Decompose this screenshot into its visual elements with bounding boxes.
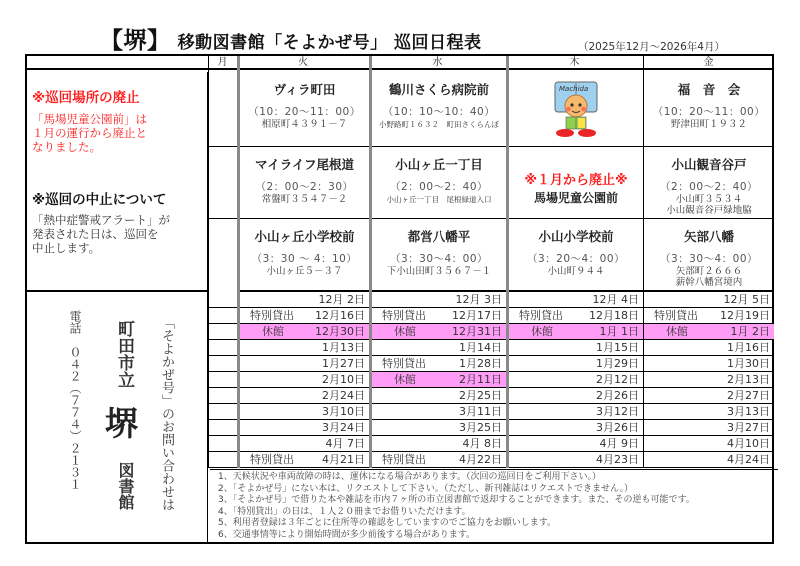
stop-tue-2 <box>240 147 369 219</box>
abolished-label: ※１月から廃止※ <box>524 173 628 188</box>
schedule-row <box>240 404 369 420</box>
schedule-date: 2月11日 <box>459 373 502 386</box>
mon-cell <box>208 72 237 147</box>
library-city: 町田市立 <box>114 320 134 388</box>
schedule-date: 2月27日 <box>727 389 770 402</box>
stop-name: 矢部八幡 <box>683 229 734 244</box>
stop-time: （10：10～10：40） <box>382 106 496 118</box>
stop-fri-2 <box>644 147 774 219</box>
schedule-date: 1月 2日 <box>730 325 770 338</box>
divider <box>506 56 509 468</box>
schedule-period: （2025年12月～2026年4月） <box>578 41 725 53</box>
mon-empty-cell <box>208 356 237 372</box>
schedule-date: 12月16日 <box>315 309 365 322</box>
schedule-tag: 特別貸出 <box>250 309 294 322</box>
schedule-date: 12月 3日 <box>455 293 502 306</box>
mon-schedule <box>208 292 237 468</box>
abolish-line: なりました。 <box>32 140 101 154</box>
schedule-date: 3月26日 <box>596 421 639 434</box>
stop-name: 福 音 会 <box>677 82 741 97</box>
schedule-date: 1月14日 <box>459 341 502 354</box>
schedule-row <box>509 436 643 452</box>
schedule-row <box>644 292 774 308</box>
mon-empty-cell <box>208 340 237 356</box>
schedule-row <box>372 436 506 452</box>
schedule-row <box>372 292 506 308</box>
mon-empty-cell <box>208 292 237 308</box>
schedule-date: 2月12日 <box>596 373 639 386</box>
schedule-row <box>509 404 643 420</box>
footnote: 6、交通事情等により開始時間が多少前後する場合があります。 <box>218 529 476 540</box>
phone-number: 電話 ０４２（７７４）２１３１ <box>68 310 82 490</box>
schedule-row <box>644 420 774 436</box>
divider <box>369 56 372 468</box>
stop-time: （2：00～2：40） <box>389 181 489 193</box>
schedule-row <box>509 388 643 404</box>
footnote: 1、天候状況や車両故障の時は、運休になる場合があります。（次回の巡回日をご利用下さい。） <box>218 472 602 482</box>
wed-schedule <box>372 292 506 468</box>
schedule-row <box>240 372 369 388</box>
stop-wed-3 <box>372 219 506 292</box>
header-fri: 金 <box>643 56 774 70</box>
schedule-row <box>644 404 774 420</box>
schedule-tag: 特別貸出 <box>382 453 426 466</box>
header-blank <box>27 56 208 70</box>
schedule-row <box>644 436 774 452</box>
mon-empty-cell <box>208 420 237 436</box>
schedule-tag: 休館 <box>394 325 416 338</box>
schedule-date: 4月23日 <box>596 453 639 466</box>
schedule-date: 2月25日 <box>459 389 502 402</box>
schedule-row <box>509 308 643 324</box>
abolish-title: ※巡回場所の廃止 <box>32 90 140 106</box>
divider <box>643 56 644 468</box>
schedule-date: 1月15日 <box>596 341 639 354</box>
header-tue: 火 <box>237 56 369 70</box>
mon-empty-cell <box>208 404 237 420</box>
schedule-date: 4月 8日 <box>462 437 502 450</box>
schedule-tag: 特別貸出 <box>250 453 294 466</box>
title-bracket: 【堺】 <box>100 28 171 54</box>
schedule-date: 12月31日 <box>452 325 502 338</box>
suspend-line: 発表された日は、巡回を <box>32 227 159 241</box>
mascot-reading-book-icon <box>553 80 599 138</box>
schedule-date: 3月11日 <box>459 405 502 418</box>
tue-schedule <box>240 292 369 468</box>
schedule-row <box>644 308 774 324</box>
schedule-date: 12月18日 <box>589 309 639 322</box>
stop-time: （2：00～2：30） <box>255 181 354 193</box>
schedule-date: 2月10日 <box>322 373 365 386</box>
schedule-row <box>240 356 369 372</box>
contact-panel <box>27 292 208 544</box>
schedule-row <box>240 420 369 436</box>
schedule-row <box>372 452 506 468</box>
abolish-line: 「馬場児童公園前」は <box>32 112 147 126</box>
stop-address: 小山ヶ丘一丁目 尾根緑道入口 <box>386 195 492 204</box>
schedule-date: 1月29日 <box>596 357 639 370</box>
schedule-date: 2月24日 <box>322 389 365 402</box>
schedule-date: 12月 5日 <box>723 293 770 306</box>
footnote: 3、「そよかぜ号」で借りた本や雑誌を市内７ヶ所の市立図書館で返却することができます。また、その逆も可能です。 <box>218 495 695 505</box>
footnote: 2、「そよかぜ号」にない本は、リクエストして下さい。（ただし、新刊雑誌はリクエストできません。） <box>218 483 634 494</box>
schedule-row <box>509 340 643 356</box>
schedule-row <box>240 436 369 452</box>
stop-name: マイライフ尾根道 <box>254 157 354 172</box>
stop-name: 馬場児童公園前 <box>533 191 618 205</box>
suspend-line: 「熱中症警戒アラート」が <box>32 213 170 227</box>
stop-name: ヴィラ町田 <box>273 82 336 97</box>
schedule-row <box>240 292 369 308</box>
schedule-row <box>644 340 774 356</box>
schedule-date: 1月16日 <box>727 341 770 354</box>
schedule-date: 12月17日 <box>452 309 502 322</box>
schedule-date: 1月30日 <box>727 357 770 370</box>
schedule-date: 12月19日 <box>720 309 770 322</box>
stop-wed-2 <box>372 147 506 219</box>
schedule-row <box>509 372 643 388</box>
stop-address: 相原町４３９１－７ <box>261 119 348 130</box>
schedule-row <box>372 356 506 372</box>
stop-address: 小山観音谷戸緑地脇 <box>666 205 752 216</box>
schedule-row <box>509 356 643 372</box>
schedule-date: 3月10日 <box>322 405 365 418</box>
mon-empty-cell <box>208 324 237 340</box>
stop-address: 矢部町２６６６ <box>675 266 743 277</box>
schedule-row <box>372 404 506 420</box>
schedule-date: 12月 4日 <box>592 293 639 306</box>
title-main: 移動図書館「そよかぜ号」 巡回日程表 <box>177 33 482 53</box>
stop-name: 都営八幡平 <box>407 229 471 244</box>
mon-cell <box>208 147 237 219</box>
fri-schedule <box>644 292 774 468</box>
header-thu: 木 <box>506 56 643 70</box>
schedule-date: 1月 1日 <box>599 325 639 338</box>
suspend-body <box>32 213 207 255</box>
schedule-row <box>644 372 774 388</box>
thu-schedule <box>509 292 643 468</box>
mon-empty-cell <box>208 372 237 388</box>
schedule-date: 4月22日 <box>459 453 502 466</box>
stop-name: 小山ヶ丘小学校前 <box>254 229 355 244</box>
schedule-row <box>240 388 369 404</box>
schedule-row <box>644 452 774 468</box>
schedule-date: 4月24日 <box>727 453 770 466</box>
schedule-date: 3月25日 <box>459 421 502 434</box>
stop-address: 小山町９４４ <box>547 266 605 277</box>
header-wed: 水 <box>369 56 506 70</box>
stop-tue-3 <box>240 219 369 292</box>
footnote: 4、「特別貸出」の日は、１人２０冊までお借りいただけます。 <box>218 506 471 517</box>
schedule-date: 1月28日 <box>459 357 502 370</box>
schedule-row <box>644 388 774 404</box>
mon-empty-cell <box>208 436 237 452</box>
schedule-table <box>25 54 774 544</box>
footnote: 5、利用者登録は３年ごとに住所等の確認をしていますのでご協力をお願いします。 <box>218 518 557 528</box>
schedule-row <box>240 308 369 324</box>
abolish-line: １月の運行から廃止と <box>32 126 147 140</box>
closed-day-row <box>372 324 506 340</box>
stop-address: 小野路町１６３２ 町田さくらんぼ <box>379 120 499 129</box>
schedule-date: 3月24日 <box>322 421 365 434</box>
stop-name: 小山小学校前 <box>538 229 614 244</box>
schedule-row <box>509 452 643 468</box>
schedule-row <box>240 452 369 468</box>
schedule-row <box>509 420 643 436</box>
stop-time: （10：20～11：00） <box>652 106 766 118</box>
schedule-date: 2月13日 <box>727 373 770 386</box>
stop-tue-1 <box>240 72 369 147</box>
schedule-row <box>372 308 506 324</box>
stop-name: 小山ヶ丘一丁目 <box>395 157 483 172</box>
stop-name: 小山観音谷戸 <box>671 157 747 172</box>
page-title <box>100 22 482 55</box>
closed-day-row <box>372 372 506 388</box>
closed-day-row <box>509 324 643 340</box>
suspend-title: ※巡回の中止について <box>32 192 167 208</box>
schedule-row <box>372 420 506 436</box>
notices-panel <box>27 72 208 292</box>
stop-thu-3 <box>509 219 643 292</box>
schedule-date: 3月12日 <box>596 405 639 418</box>
stop-address: 小山町３５３４ <box>675 194 743 205</box>
stop-fri-3 <box>644 219 774 292</box>
schedule-date: 3月27日 <box>727 421 770 434</box>
divider <box>208 56 209 468</box>
library-sakai: 堺 <box>100 406 139 439</box>
stop-address: 小山ヶ丘５－３７ <box>266 266 343 277</box>
schedule-date: 1月27日 <box>322 357 365 370</box>
stop-thu-2-abolished <box>509 147 643 219</box>
stop-thu-mascot <box>509 72 643 147</box>
schedule-tag: 休館 <box>531 325 553 338</box>
stop-time: （3：20～4：00） <box>526 253 626 265</box>
schedule-date: 4月 7日 <box>325 437 365 450</box>
schedule-tag: 休館 <box>394 373 416 386</box>
svg-text:Machida: Machida <box>559 85 589 93</box>
schedule-tag: 特別貸出 <box>654 309 698 322</box>
footnotes <box>210 469 778 541</box>
stop-fri-1 <box>644 72 774 147</box>
mon-empty-cell <box>208 308 237 324</box>
stop-time: （10：20～11：00） <box>248 106 361 118</box>
schedule-row <box>372 388 506 404</box>
schedule-date: 4月 9日 <box>599 437 639 450</box>
stop-address: 野津田町１９３２ <box>670 119 747 130</box>
suspend-line: 中止します。 <box>32 241 101 255</box>
stop-time: （2：00～2：40） <box>659 181 759 193</box>
schedule-tag: 特別貸出 <box>519 309 563 322</box>
schedule-row <box>509 292 643 308</box>
stop-address: 薪幹八幡宮境内 <box>675 277 743 288</box>
stop-time: （3：30～4：00） <box>389 253 489 265</box>
divider <box>237 56 240 468</box>
closed-day-row <box>240 324 369 340</box>
library-name: 図書館 <box>116 462 135 510</box>
header-mon: 月 <box>208 56 237 70</box>
stop-time: （3：30 ～ 4：10） <box>251 253 358 265</box>
schedule-date: 1月13日 <box>322 341 365 354</box>
stop-address: 常盤町３５４７－２ <box>261 194 348 205</box>
closed-day-row <box>644 324 774 340</box>
schedule-date: 12月 2日 <box>318 293 365 306</box>
schedule-date: 3月13日 <box>727 405 770 418</box>
stop-name: 鶴川さくら病院前 <box>388 82 489 97</box>
schedule-date: 2月26日 <box>596 389 639 402</box>
stop-time: （3：30～4：00） <box>659 253 759 265</box>
schedule-row <box>372 340 506 356</box>
schedule-row <box>240 340 369 356</box>
stop-address: 下小山田町３５６７－１ <box>386 266 492 277</box>
schedule-date: 4月10日 <box>727 437 770 450</box>
mon-empty-cell <box>208 388 237 404</box>
mon-empty-cell <box>208 452 237 468</box>
inquiry-label: 「そよかぜ号」のお問い合わせは <box>159 316 174 511</box>
schedule-tag: 休館 <box>666 325 688 338</box>
schedule-tag: 特別貸出 <box>382 357 426 370</box>
stop-wed-1 <box>372 72 506 147</box>
schedule-row <box>644 356 774 372</box>
abolish-body <box>32 112 207 154</box>
schedule-date: 4月21日 <box>322 453 365 466</box>
schedule-tag: 特別貸出 <box>382 309 426 322</box>
schedule-tag: 休館 <box>262 325 284 338</box>
schedule-date: 12月30日 <box>315 325 365 338</box>
